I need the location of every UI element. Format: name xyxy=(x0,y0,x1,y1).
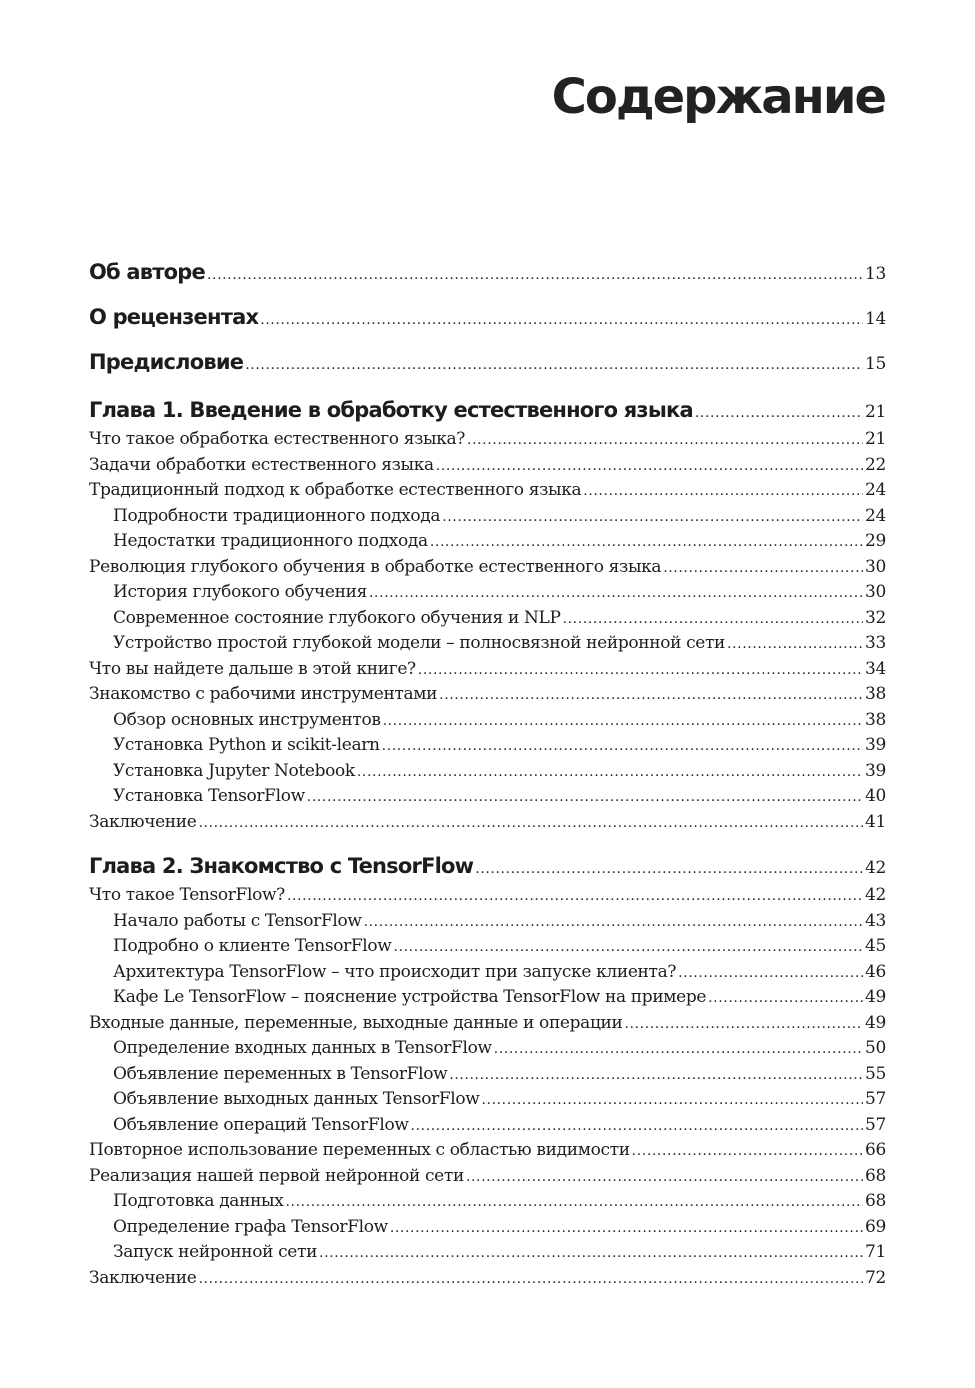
page-number: 46 xyxy=(864,961,886,982)
page-number: 14 xyxy=(864,309,886,329)
toc-subsection[interactable] xyxy=(89,631,886,657)
toc-entry-about-author[interactable] xyxy=(89,255,886,289)
toc-subsection[interactable] xyxy=(89,1240,886,1266)
dot-leader xyxy=(583,479,863,505)
entry-title: Недостатки традиционного подхода xyxy=(113,531,428,551)
entry-title: Объявление переменных в TensorFlow xyxy=(113,1063,448,1084)
dot-leader xyxy=(383,709,863,735)
page-number: 38 xyxy=(864,709,886,730)
dot-leader xyxy=(563,607,863,633)
page-number: 24 xyxy=(864,505,886,526)
dot-leader xyxy=(466,1165,863,1191)
entry-title: Задачи обработки естественного языка xyxy=(89,454,434,475)
page-number: 45 xyxy=(864,936,886,956)
toc-subsection[interactable] xyxy=(89,504,886,530)
page-number: 49 xyxy=(864,1012,886,1033)
toc-section[interactable] xyxy=(89,810,886,836)
dot-leader xyxy=(198,1267,862,1293)
dot-leader xyxy=(449,1063,863,1089)
dot-leader xyxy=(307,785,863,811)
toc-chapter-1[interactable] xyxy=(89,393,886,427)
page-number: 68 xyxy=(864,1191,886,1211)
entry-title: Объявление выходных данных TensorFlow xyxy=(113,1089,480,1109)
toc-section[interactable] xyxy=(89,682,886,708)
page-number: 43 xyxy=(864,910,886,931)
page-number: 34 xyxy=(864,658,886,679)
entry-title: О рецензентах xyxy=(89,305,259,329)
page-number: 29 xyxy=(864,531,886,551)
page-number: 39 xyxy=(864,735,886,755)
page-number: 55 xyxy=(864,1063,886,1084)
dot-leader xyxy=(285,1190,862,1216)
page-number: 15 xyxy=(864,354,886,374)
page-number: 38 xyxy=(864,684,886,704)
entry-title: Революция глубокого обучения в обработке естественного языка xyxy=(89,556,662,577)
entry-title: Определение входных данных в TensorFlow xyxy=(113,1038,492,1058)
entry-title: Реализация нашей первой нейронной сети xyxy=(89,1165,464,1186)
page-number: 30 xyxy=(864,556,886,577)
entry-title: Входные данные, переменные, выходные данные и операции xyxy=(89,1012,623,1033)
page-number: 21 xyxy=(864,402,886,422)
entry-title: Знакомство с рабочими инструментами xyxy=(89,684,438,704)
dot-leader xyxy=(260,303,863,337)
entry-title: Подготовка данных xyxy=(113,1191,284,1211)
toc-section[interactable] xyxy=(89,478,886,504)
entry-title: Устройство простой глубокой модели – полносвязной нейронной сети xyxy=(113,633,726,653)
toc-subsection[interactable] xyxy=(89,580,886,606)
toc-section[interactable] xyxy=(89,657,886,683)
page-number: 42 xyxy=(864,885,886,905)
toc-subsection[interactable] xyxy=(89,708,886,734)
toc-subsection[interactable] xyxy=(89,934,886,960)
dot-leader xyxy=(625,1012,863,1038)
dot-leader xyxy=(442,505,863,531)
dot-leader xyxy=(382,734,863,760)
dot-leader xyxy=(411,1114,863,1140)
dot-leader xyxy=(418,658,863,684)
page-number: 66 xyxy=(864,1140,886,1160)
dot-leader xyxy=(708,986,863,1012)
toc-section[interactable] xyxy=(89,883,886,909)
entry-title: Предисловие xyxy=(89,350,244,374)
toc-subsection[interactable] xyxy=(89,1087,886,1113)
toc-subsection[interactable] xyxy=(89,759,886,785)
toc-section[interactable] xyxy=(89,1138,886,1164)
page-number: 40 xyxy=(864,786,886,806)
entry-title: Подробно о клиенте TensorFlow xyxy=(113,936,392,956)
entry-title: Что вы найдете дальше в этой книге? xyxy=(89,658,416,679)
entry-title: Об авторе xyxy=(89,260,205,284)
page-number: 32 xyxy=(864,607,886,628)
entry-title: Установка Python и scikit-learn xyxy=(113,735,380,755)
toc-entry-preface[interactable] xyxy=(89,345,886,379)
toc-section[interactable] xyxy=(89,1266,886,1292)
dot-leader xyxy=(207,258,863,292)
toc-subsection[interactable] xyxy=(89,733,886,759)
page-number: 69 xyxy=(864,1216,886,1237)
entry-title: Повторное использование переменных с областью видимости xyxy=(89,1140,630,1160)
dot-leader xyxy=(436,454,863,480)
entry-title: Что такое TensorFlow? xyxy=(89,885,285,905)
dot-leader xyxy=(319,1241,863,1267)
page-number: 24 xyxy=(864,480,886,500)
entry-title: Подробности традиционного подхода xyxy=(113,505,441,526)
page-number: 57 xyxy=(864,1114,886,1135)
entry-title: Традиционный подход к обработке естественного языка xyxy=(89,480,582,500)
dot-leader xyxy=(245,348,863,382)
entry-title: Заключение xyxy=(89,1267,197,1288)
dot-leader xyxy=(727,632,863,658)
dot-leader xyxy=(695,396,863,430)
toc-subsection[interactable] xyxy=(89,1189,886,1215)
entry-title: Современное состояние глубокого обучения и NLP xyxy=(113,607,561,628)
page-number: 39 xyxy=(864,760,886,781)
dot-leader xyxy=(494,1037,863,1063)
toc-section[interactable] xyxy=(89,427,886,453)
toc-entry-reviewers[interactable] xyxy=(89,300,886,334)
page-number: 57 xyxy=(864,1089,886,1109)
page-number: 30 xyxy=(864,582,886,602)
entry-title: Обзор основных инструментов xyxy=(113,709,381,730)
page-number: 71 xyxy=(864,1242,886,1262)
page-number: 41 xyxy=(864,811,886,832)
toc-subsection[interactable] xyxy=(89,1215,886,1241)
dot-leader xyxy=(663,556,863,582)
toc-section[interactable] xyxy=(89,555,886,581)
page-number: 49 xyxy=(864,987,886,1007)
dot-leader xyxy=(467,428,863,454)
toc-subsection[interactable] xyxy=(89,909,886,935)
table-of-contents xyxy=(89,255,886,1291)
toc-subsection[interactable] xyxy=(89,784,886,810)
entry-title: Что такое обработка естественного языка? xyxy=(89,429,466,449)
dot-leader xyxy=(364,910,863,936)
dot-leader xyxy=(357,760,863,786)
toc-section[interactable] xyxy=(89,453,886,479)
entry-title: Установка Jupyter Notebook xyxy=(113,760,355,781)
toc-subsection[interactable] xyxy=(89,960,886,986)
entry-title: Определение графа TensorFlow xyxy=(113,1216,388,1237)
page-number: 21 xyxy=(864,429,886,449)
entry-title: История глубокого обучения xyxy=(113,582,367,602)
page-number: 42 xyxy=(864,858,886,878)
dot-leader xyxy=(632,1139,863,1165)
page-number: 72 xyxy=(864,1267,886,1288)
page-number: 33 xyxy=(864,633,886,653)
toc-subsection[interactable] xyxy=(89,1062,886,1088)
chapter-title: Глава 1. Введение в обработку естественного языка xyxy=(89,398,693,422)
dot-leader xyxy=(481,1088,862,1114)
chapter-2-entries xyxy=(89,883,886,1291)
toc-chapter-2[interactable] xyxy=(89,849,886,883)
toc-subsection[interactable] xyxy=(89,529,886,555)
dot-leader xyxy=(390,1216,863,1242)
page-title: Содержание xyxy=(551,69,885,125)
page-number: 50 xyxy=(864,1038,886,1058)
page-number: 22 xyxy=(864,454,886,475)
entry-title: Кафе Le TensorFlow – пояснение устройства TensorFlow на примере xyxy=(113,987,707,1007)
dot-leader xyxy=(475,852,863,886)
toc-subsection[interactable] xyxy=(89,606,886,632)
page-number: 68 xyxy=(864,1165,886,1186)
chapter-title: Глава 2. Знакомство с TensorFlow xyxy=(89,854,474,878)
dot-leader xyxy=(439,683,863,709)
dot-leader xyxy=(430,530,863,556)
toc-subsection[interactable] xyxy=(89,1036,886,1062)
dot-leader xyxy=(678,961,863,987)
entry-title: Начало работы с TensorFlow xyxy=(113,910,362,931)
toc-subsection[interactable] xyxy=(89,985,886,1011)
toc-section[interactable] xyxy=(89,1011,886,1037)
entry-title: Объявление операций TensorFlow xyxy=(113,1114,409,1135)
dot-leader xyxy=(287,884,863,910)
dot-leader xyxy=(369,581,863,607)
page-number: 13 xyxy=(864,264,886,284)
entry-title: Запуск нейронной сети xyxy=(113,1242,318,1262)
entry-title: Заключение xyxy=(89,811,197,832)
dot-leader xyxy=(198,811,862,837)
toc-section[interactable] xyxy=(89,1164,886,1190)
entry-title: Архитектура TensorFlow – что происходит при запуске клиента? xyxy=(113,961,677,982)
chapter-1-entries xyxy=(89,427,886,835)
entry-title: Установка TensorFlow xyxy=(113,786,305,806)
toc-subsection[interactable] xyxy=(89,1113,886,1139)
dot-leader xyxy=(394,935,863,961)
